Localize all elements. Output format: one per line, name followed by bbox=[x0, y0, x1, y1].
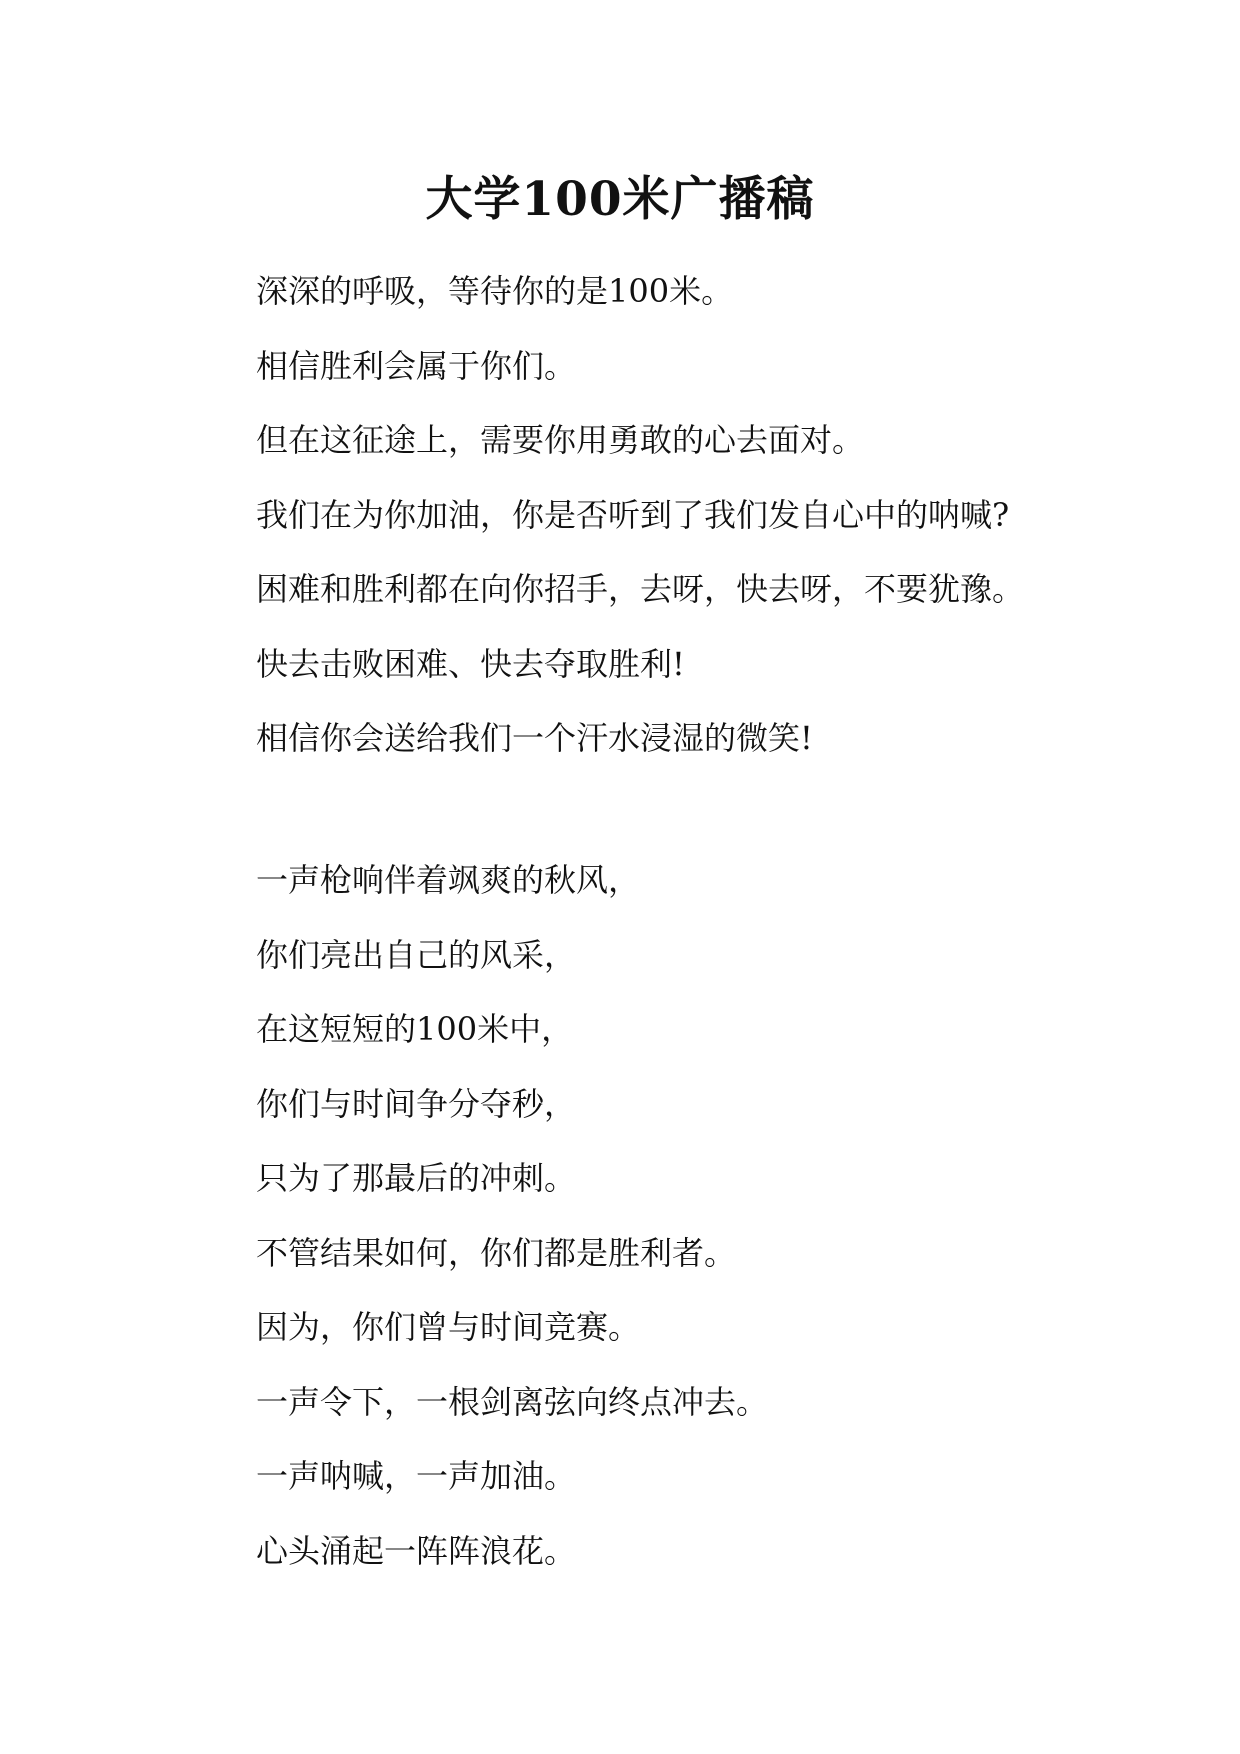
text-line: 深深的呼吸，等待你的是100米。 bbox=[256, 272, 734, 310]
text-line: 相信你会送给我们一个汗水浸湿的微笑! bbox=[256, 719, 813, 757]
text-line: 不管结果如何，你们都是胜利者。 bbox=[256, 1233, 737, 1272]
text-line: 你们与时间争分夺秒， bbox=[256, 1084, 577, 1123]
text-line: 在这短短的100米中， bbox=[256, 1010, 574, 1048]
text-line: 因为，你们曾与时间竞赛。 bbox=[256, 1308, 641, 1346]
text-line: 但在这征途上，需要你用勇敢的心去面对。 bbox=[256, 421, 865, 459]
text-line: 一声令下，一根剑离弦向终点冲去。 bbox=[256, 1382, 769, 1421]
text-line: 我们在为你加油，你是否听到了我们发自心中的呐喊? bbox=[256, 495, 1010, 534]
text-line: 快去击败困难、快去夺取胜利! bbox=[256, 644, 685, 683]
text-line: 困难和胜利都在向你招手，去呀，快去呀，不要犹豫。 bbox=[256, 570, 1025, 608]
text-line: 一声枪响伴着飒爽的秋风， bbox=[256, 861, 641, 899]
text-line: 只为了那最后的冲刺。 bbox=[256, 1159, 577, 1197]
text-line: 相信胜利会属于你们。 bbox=[256, 346, 577, 385]
paragraph-2 bbox=[256, 854, 1156, 1599]
text-line: 你们亮出自己的风采， bbox=[256, 935, 577, 974]
page-title: 大学100米广播稿 bbox=[425, 172, 815, 227]
paragraph-1 bbox=[256, 265, 1156, 787]
text-line: 一声呐喊，一声加油。 bbox=[256, 1457, 577, 1495]
text-line: 心头涌起一阵阵浪花。 bbox=[256, 1531, 577, 1570]
